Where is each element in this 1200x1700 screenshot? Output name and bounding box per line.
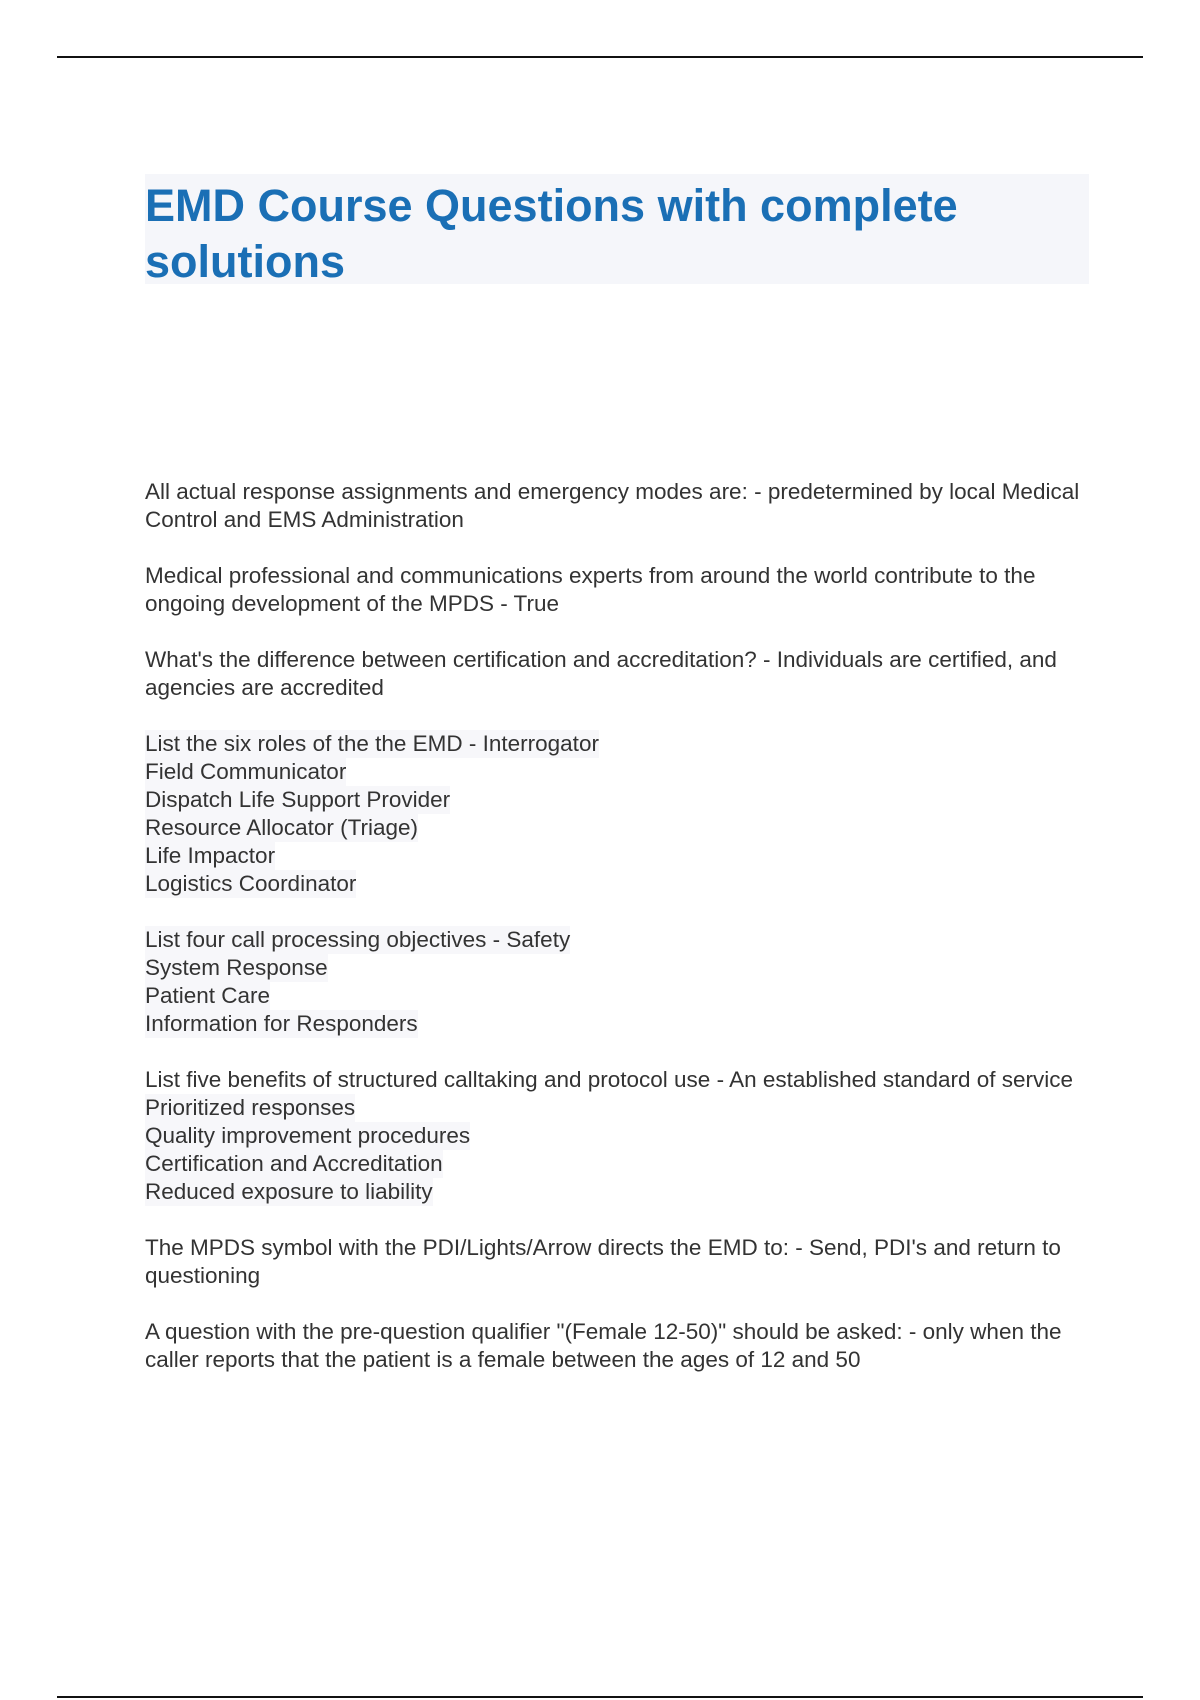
title-block <box>145 174 1089 287</box>
qa-text: List four call processing objectives - Safety <box>145 927 571 952</box>
qa-answer-line: System Response <box>145 955 328 980</box>
qa-text: What's the difference between certification and accreditation? - Individuals are certified, and agencies are accredited <box>145 647 1057 700</box>
qa-answer-line: Information for Responders <box>145 1011 418 1036</box>
qa-text: List the six roles of the the EMD - Interrogator <box>145 731 599 756</box>
document-title: EMD Course Questions with complete solutions <box>145 180 958 287</box>
top-rule <box>57 56 1143 58</box>
qa-item <box>145 1318 1095 1374</box>
qa-item <box>145 646 1095 702</box>
qa-list <box>145 478 1095 1402</box>
qa-item <box>145 730 1095 898</box>
qa-answer-line: Resource Allocator (Triage) <box>145 815 419 840</box>
qa-answer-line: Reduced exposure to liability <box>145 1179 433 1204</box>
qa-item <box>145 1066 1095 1206</box>
qa-item <box>145 1234 1095 1290</box>
qa-item <box>145 478 1095 534</box>
qa-answer-line: Certification and Accreditation <box>145 1151 443 1176</box>
qa-text: The MPDS symbol with the PDI/Lights/Arrow directs the EMD to: - Send, PDI's and return to questioning <box>145 1235 1061 1288</box>
qa-text: All actual response assignments and emergency modes are: - predetermined by local Medical Control and EMS Administration <box>145 479 1080 532</box>
qa-answer-line: Life Impactor <box>145 843 276 868</box>
bottom-rule <box>57 1696 1143 1698</box>
qa-text: A question with the pre-question qualifier "(Female 12-50)" should be asked: - only when the caller reports that the patient is a female between the ages of 12 and 50 <box>145 1319 1062 1372</box>
qa-item <box>145 562 1095 618</box>
qa-answer-line: Logistics Coordinator <box>145 871 357 896</box>
qa-answer-line: Dispatch Life Support Provider <box>145 787 451 812</box>
qa-answer-line: Patient Care <box>145 983 271 1008</box>
qa-text: Medical professional and communications experts from around the world contribute to the ongoing development of the MPDS - True <box>145 563 1036 616</box>
qa-answer-line: Prioritized responses <box>145 1095 356 1120</box>
qa-answer-line: Field Communicator <box>145 759 347 784</box>
qa-answer-line: Quality improvement procedures <box>145 1123 471 1148</box>
qa-text: List five benefits of structured calltaking and protocol use - An established standard of service <box>145 1067 1074 1092</box>
qa-item <box>145 926 1095 1038</box>
